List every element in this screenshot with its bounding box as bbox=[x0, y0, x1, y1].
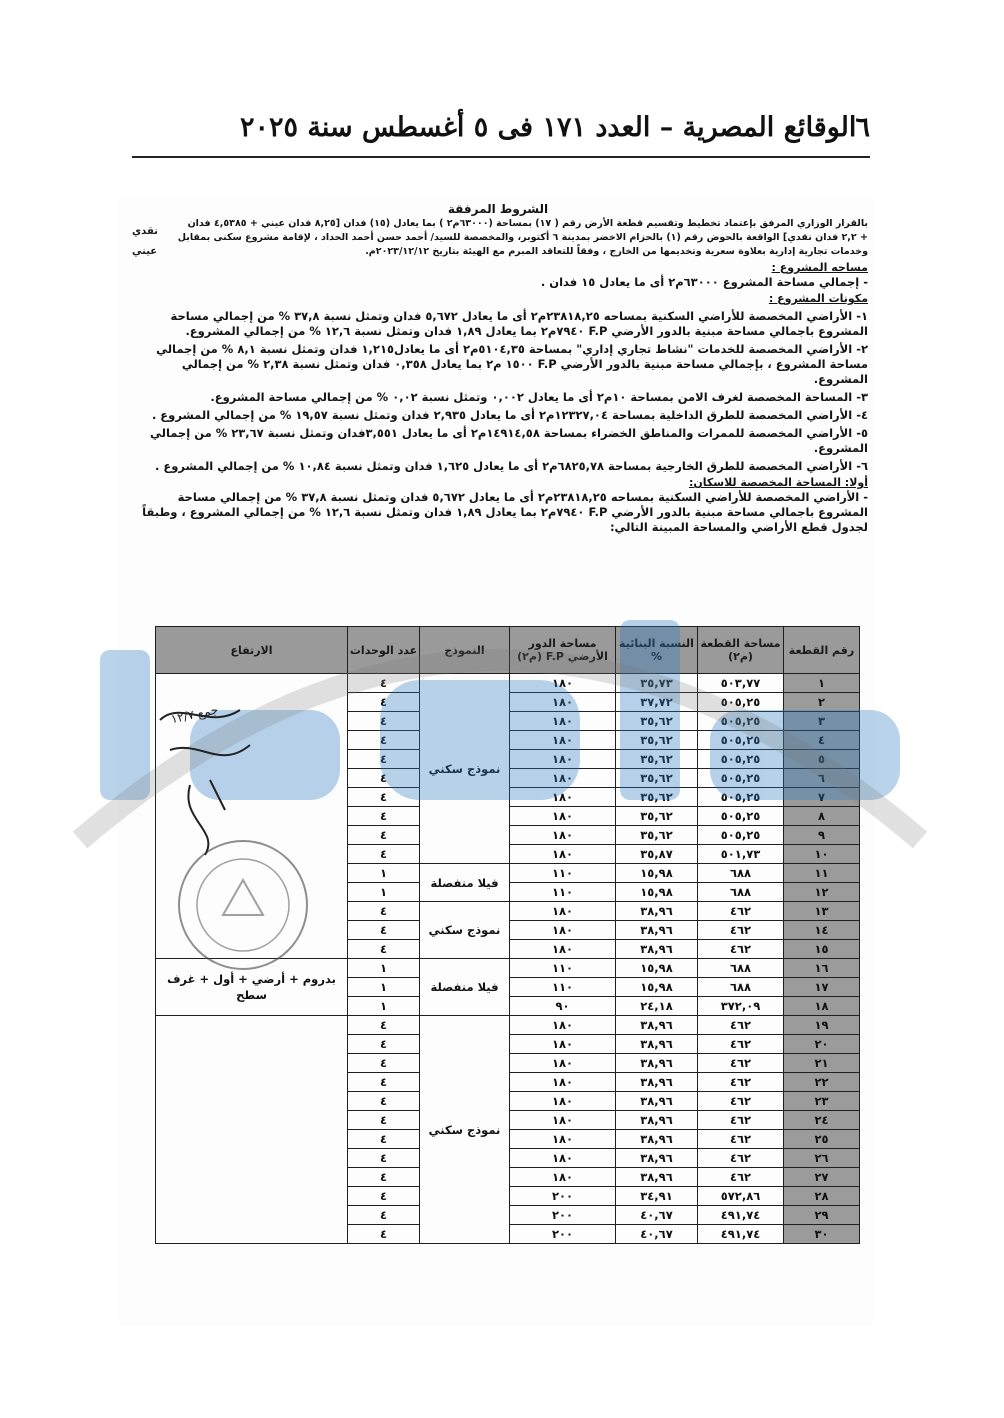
component-item bbox=[128, 342, 868, 387]
plot-area-cell: ٥٠٥,٢٥ bbox=[698, 769, 784, 788]
units-cell: ٤ bbox=[348, 674, 420, 693]
table-row bbox=[156, 1016, 860, 1035]
plot-area-cell: ٣٧٢,٠٩ bbox=[698, 997, 784, 1016]
plot-area-cell: ٤٦٢ bbox=[698, 1149, 784, 1168]
units-cell: ١ bbox=[348, 997, 420, 1016]
intro-line: وخدمات تجارية إدارية بعلاوة سعرية وتخديمها من الخارج ، وفقاً للتعاقد المبرم مع الهيئة بتاريخ ٢٠٢٣/١٢/١٢م. bbox=[365, 246, 868, 257]
units-cell: ٤ bbox=[348, 1206, 420, 1225]
component-item bbox=[128, 309, 868, 339]
building-ratio-cell: ٢٤,١٨ bbox=[616, 997, 698, 1016]
housing-text: - الأراضي المخصصة للأراضي السكنية بمساحه ٢٣٨١٨,٢٥م٢ أى ما يعادل ٥,٦٧٢ فدان وتمثل نسبة ٣٧,٨ % من إجمالي مساحة المشروع باجمالي مساحة مبنية بالدور الأرضي F.P ٧٩٤٠م٢ بما يعادل ١,٨٩ فدان وتمثل نسبة ١٢,٦ % من إجمالي المشروع ، وطبقاً لجدول قطع الأراضي والمساحة المبينة التالي: bbox=[142, 490, 868, 534]
ground-floor-area-cell: ١٨٠ bbox=[510, 788, 616, 807]
col-plot-number: رقم القطعة bbox=[784, 627, 860, 674]
component-number: ٣- bbox=[856, 390, 868, 404]
plot-area-cell: ٥٠٥,٢٥ bbox=[698, 750, 784, 769]
plot-number-cell: ١٥ bbox=[784, 940, 860, 959]
height-cell bbox=[156, 674, 348, 959]
building-ratio-cell: ٣٥,٨٧ bbox=[616, 845, 698, 864]
component-number: ٤- bbox=[856, 408, 868, 422]
handwritten-note: جمع ١٢/٧ bbox=[169, 702, 220, 727]
units-cell: ١ bbox=[348, 864, 420, 883]
plot-area-cell: ٤٦٢ bbox=[698, 902, 784, 921]
ground-floor-area-cell: ١١٠ bbox=[510, 883, 616, 902]
plot-number-cell: ١٦ bbox=[784, 959, 860, 978]
plots-table bbox=[155, 626, 860, 1244]
building-ratio-cell: ٣٨,٩٦ bbox=[616, 1168, 698, 1187]
ground-floor-area-cell: ١٨٠ bbox=[510, 845, 616, 864]
plot-area-cell: ٦٨٨ bbox=[698, 978, 784, 997]
building-ratio-cell: ٤٠,٦٧ bbox=[616, 1206, 698, 1225]
ground-floor-area-cell: ١٨٠ bbox=[510, 769, 616, 788]
building-ratio-cell: ٤٠,٦٧ bbox=[616, 1225, 698, 1244]
units-cell: ٤ bbox=[348, 1092, 420, 1111]
component-item bbox=[128, 459, 868, 474]
building-ratio-cell: ٣٥,٧٣ bbox=[616, 674, 698, 693]
plot-number-cell: ٧ bbox=[784, 788, 860, 807]
col-building-ratio: النسبة البنائية % bbox=[616, 627, 698, 674]
ground-floor-area-cell: ١٨٠ bbox=[510, 940, 616, 959]
units-cell: ٤ bbox=[348, 1035, 420, 1054]
building-ratio-cell: ٣٨,٩٦ bbox=[616, 1054, 698, 1073]
table-row bbox=[156, 674, 860, 693]
attachment-title: الشروط المرفقة bbox=[447, 202, 549, 216]
units-cell: ٤ bbox=[348, 1149, 420, 1168]
plot-area-cell: ٥٧٢,٨٦ bbox=[698, 1187, 784, 1206]
building-ratio-cell: ٣٨,٩٦ bbox=[616, 921, 698, 940]
plot-number-cell: ٢٥ bbox=[784, 1130, 860, 1149]
model-cell: نموذج سكني bbox=[420, 674, 510, 864]
ground-floor-area-cell: ٢٠٠ bbox=[510, 1206, 616, 1225]
building-ratio-cell: ٣٨,٩٦ bbox=[616, 1035, 698, 1054]
ground-floor-area-cell: ١٨٠ bbox=[510, 1130, 616, 1149]
building-ratio-cell: ٣٥,٦٢ bbox=[616, 712, 698, 731]
plot-number-cell: ٢٢ bbox=[784, 1073, 860, 1092]
units-cell: ٤ bbox=[348, 1054, 420, 1073]
components-heading: مكونات المشروع : bbox=[768, 292, 868, 305]
plot-number-cell: ١ bbox=[784, 674, 860, 693]
building-ratio-cell: ٣٥,٦٢ bbox=[616, 807, 698, 826]
model-cell: فيلا منفصلة bbox=[420, 864, 510, 902]
units-cell: ٤ bbox=[348, 1016, 420, 1035]
col-plot-area: مساحة القطعة (م٢) bbox=[698, 627, 784, 674]
component-item bbox=[128, 408, 868, 423]
plot-area-cell: ٥٠٥,٢٥ bbox=[698, 807, 784, 826]
model-cell: نموذج سكني bbox=[420, 902, 510, 959]
units-cell: ٤ bbox=[348, 750, 420, 769]
building-ratio-cell: ٣٨,٩٦ bbox=[616, 1016, 698, 1035]
building-ratio-cell: ٣٨,٩٦ bbox=[616, 902, 698, 921]
plot-number-cell: ١٤ bbox=[784, 921, 860, 940]
ground-floor-area-cell: ١١٠ bbox=[510, 959, 616, 978]
col-units: عدد الوحدات bbox=[348, 627, 420, 674]
col-ground-floor-area: مساحة الدور الأرضي F.P (م٢) bbox=[510, 627, 616, 674]
units-cell: ٤ bbox=[348, 769, 420, 788]
building-ratio-cell: ١٥,٩٨ bbox=[616, 864, 698, 883]
ground-floor-area-cell: ١٨٠ bbox=[510, 750, 616, 769]
building-ratio-cell: ٣٥,٦٢ bbox=[616, 731, 698, 750]
units-cell: ٤ bbox=[348, 1168, 420, 1187]
ground-floor-area-cell: ٢٠٠ bbox=[510, 1225, 616, 1244]
plot-number-cell: ١٠ bbox=[784, 845, 860, 864]
plot-area-cell: ٤٦٢ bbox=[698, 1035, 784, 1054]
units-cell: ٤ bbox=[348, 1073, 420, 1092]
building-ratio-cell: ٣٨,٩٦ bbox=[616, 1130, 698, 1149]
units-cell: ٤ bbox=[348, 845, 420, 864]
plot-area-cell: ٤٦٢ bbox=[698, 1073, 784, 1092]
building-ratio-cell: ٣٤,٩١ bbox=[616, 1187, 698, 1206]
building-ratio-cell: ١٥,٩٨ bbox=[616, 978, 698, 997]
plot-area-cell: ٤٦٢ bbox=[698, 1168, 784, 1187]
table-row bbox=[156, 959, 860, 978]
intro-line: بالقرار الوزاري المرفق بإعتماد تخطيط وتقسيم قطعة الأرض رقم ( ١٧) بمساحة (٦٣٠٠٠م٢ ) بما يعادل (١٥) فدان [٨,٢٥ فدان عيني + ٤,٥٣٨٥ فدان bbox=[187, 218, 868, 229]
plot-number-cell: ٢ bbox=[784, 693, 860, 712]
plot-area-cell: ٥٠٥,٢٥ bbox=[698, 788, 784, 807]
ground-floor-area-cell: ١٨٠ bbox=[510, 1092, 616, 1111]
plot-number-cell: ٣ bbox=[784, 712, 860, 731]
building-ratio-cell: ١٥,٩٨ bbox=[616, 959, 698, 978]
area-line: - إجمالي مساحة المشروع ٦٣٠٠٠م٢ أى ما يعادل ١٥ فدان . bbox=[540, 275, 868, 289]
plot-number-cell: ١٨ bbox=[784, 997, 860, 1016]
component-number: ٥- bbox=[856, 426, 868, 440]
units-cell: ٤ bbox=[348, 940, 420, 959]
component-text: الأراضي المخصصة للممرات والمناطق الخضراء بمساحة ١٤٩١٤,٥٨م٢ أى ما يعادل ٣,٥٥١فدان وتمثل نسبة ٢٣,٦٧ % من إجمالي المشروع. bbox=[150, 426, 868, 455]
building-ratio-cell: ٣٨,٩٦ bbox=[616, 1073, 698, 1092]
ground-floor-area-cell: ١١٠ bbox=[510, 978, 616, 997]
plot-number-cell: ١٧ bbox=[784, 978, 860, 997]
housing-heading: أولا: المساحة المخصصة للاسكان: bbox=[688, 476, 868, 489]
component-text: المساحة المخصصة لغرف الامن بمساحة ١٠م٢ أى ما يعادل ٠,٠٠٢ وتمثل نسبة ٠,٠٢ % من إجمالي مساحة المشروع. bbox=[210, 390, 853, 404]
ground-floor-area-cell: ٢٠٠ bbox=[510, 1187, 616, 1206]
plot-area-cell: ٤٦٢ bbox=[698, 921, 784, 940]
component-text: الأراضي المخصصة للطرق الخارجية بمساحة ٦٨٢٥,٧٨م٢ أى ما يعادل ١,٦٢٥ فدان وتمثل نسبة ١٠,٨٤ % من إجمالي المشروع . bbox=[155, 459, 853, 473]
plot-area-cell: ٤٦٢ bbox=[698, 1111, 784, 1130]
height-cell: بدروم + أرضي + أول + غرف سطح bbox=[156, 959, 348, 1016]
component-number: ١- bbox=[856, 309, 868, 323]
component-item bbox=[128, 426, 868, 456]
side-note-cash: نقدي bbox=[132, 226, 158, 237]
plot-number-cell: ٢١ bbox=[784, 1054, 860, 1073]
building-ratio-cell: ٣٨,٩٦ bbox=[616, 940, 698, 959]
units-cell: ٤ bbox=[348, 1111, 420, 1130]
gazette-title: الوقائع المصرية – العدد ١٧١ فى ٥ أغسطس سنة ٢٠٢٥ bbox=[240, 112, 857, 143]
plot-number-cell: ٨ bbox=[784, 807, 860, 826]
building-ratio-cell: ٣٥,٦٢ bbox=[616, 769, 698, 788]
plot-area-cell: ٥٠٥,٢٥ bbox=[698, 826, 784, 845]
plot-area-cell: ٥٠١,٧٣ bbox=[698, 845, 784, 864]
units-cell: ٤ bbox=[348, 826, 420, 845]
ground-floor-area-cell: ١٨٠ bbox=[510, 807, 616, 826]
plot-number-cell: ٦ bbox=[784, 769, 860, 788]
ground-floor-area-cell: ٩٠ bbox=[510, 997, 616, 1016]
units-cell: ٤ bbox=[348, 921, 420, 940]
intro-line: + ٢,٢ فدان نقدي] الواقعة بالحوض رقم (١) بالحزام الاخضر بمدينة ٦ أكتوبر، والمخصصة للسيد/ أحمد حسن أحمد الحداد ، لإقامة مشروع سكنى بمقابل bbox=[177, 232, 868, 243]
units-cell: ٤ bbox=[348, 1225, 420, 1244]
units-cell: ١ bbox=[348, 978, 420, 997]
building-ratio-cell: ٣٨,٩٦ bbox=[616, 1149, 698, 1168]
plot-number-cell: ٢٩ bbox=[784, 1206, 860, 1225]
ground-floor-area-cell: ١٨٠ bbox=[510, 1016, 616, 1035]
plot-area-cell: ٦٨٨ bbox=[698, 883, 784, 902]
units-cell: ٤ bbox=[348, 1130, 420, 1149]
building-ratio-cell: ١٥,٩٨ bbox=[616, 883, 698, 902]
plot-number-cell: ٢٣ bbox=[784, 1092, 860, 1111]
units-cell: ١ bbox=[348, 883, 420, 902]
page-number: ٦ bbox=[855, 112, 870, 143]
plot-number-cell: ٩ bbox=[784, 826, 860, 845]
ground-floor-area-cell: ١٨٠ bbox=[510, 902, 616, 921]
units-cell: ١ bbox=[348, 959, 420, 978]
ground-floor-area-cell: ١٨٠ bbox=[510, 1073, 616, 1092]
model-cell: فيلا منفصلة bbox=[420, 959, 510, 1016]
ground-floor-area-cell: ١٨٠ bbox=[510, 1149, 616, 1168]
plot-number-cell: ١٢ bbox=[784, 883, 860, 902]
building-ratio-cell: ٣٥,٦٢ bbox=[616, 788, 698, 807]
ground-floor-area-cell: ١٨٠ bbox=[510, 1168, 616, 1187]
plot-area-cell: ٥٠٣,٧٧ bbox=[698, 674, 784, 693]
units-cell: ٤ bbox=[348, 693, 420, 712]
ground-floor-area-cell: ١٨٠ bbox=[510, 693, 616, 712]
units-cell: ٤ bbox=[348, 731, 420, 750]
plot-area-cell: ٤٦٢ bbox=[698, 1130, 784, 1149]
plot-number-cell: ١٩ bbox=[784, 1016, 860, 1035]
plot-number-cell: ٢٧ bbox=[784, 1168, 860, 1187]
plot-number-cell: ٢٤ bbox=[784, 1111, 860, 1130]
table-header-row bbox=[156, 627, 860, 674]
plot-area-cell: ٥٠٥,٢٥ bbox=[698, 731, 784, 750]
units-cell: ٤ bbox=[348, 807, 420, 826]
ground-floor-area-cell: ١٨٠ bbox=[510, 712, 616, 731]
plot-area-cell: ٦٨٨ bbox=[698, 864, 784, 883]
component-number: ٢- bbox=[856, 342, 868, 356]
height-cell bbox=[156, 1016, 348, 1244]
area-heading: مساحه المشروع : bbox=[771, 261, 868, 274]
ground-floor-area-cell: ١٨٠ bbox=[510, 1054, 616, 1073]
plot-area-cell: ٤٩١,٧٤ bbox=[698, 1206, 784, 1225]
building-ratio-cell: ٣٨,٩٦ bbox=[616, 1092, 698, 1111]
component-text: الأراضي المخصصة للخدمات "نشاط تجاري إداري" بمساحة ٥١٠٤,٣٥م٢ أى ما يعادل١,٢١٥ فدان وتمثل نسبة ٨,١ % من إجمالي مساحة المشروع ، بإجمالي مساحة مبنية بالدور الأرضي F.P ١٥٠٠ م٢ بما يعادل ٠,٣٥٨ فدان وتمثل نسبة ٢,٣٨ % من إجمالي المشروع. bbox=[156, 342, 868, 386]
building-ratio-cell: ٣٨,٩٦ bbox=[616, 1111, 698, 1130]
ground-floor-area-cell: ١٨٠ bbox=[510, 674, 616, 693]
ground-floor-area-cell: ١٨٠ bbox=[510, 826, 616, 845]
plot-area-cell: ٤٩١,٧٤ bbox=[698, 1225, 784, 1244]
plot-number-cell: ٤ bbox=[784, 731, 860, 750]
ground-floor-area-cell: ١٨٠ bbox=[510, 921, 616, 940]
plot-area-cell: ٤٦٢ bbox=[698, 940, 784, 959]
building-ratio-cell: ٣٥,٦٢ bbox=[616, 826, 698, 845]
building-ratio-cell: ٣٧,٧٢ bbox=[616, 693, 698, 712]
ground-floor-area-cell: ١٨٠ bbox=[510, 731, 616, 750]
page-header bbox=[130, 112, 870, 152]
attachment-text bbox=[128, 202, 868, 535]
plot-area-cell: ٥٠٥,٢٥ bbox=[698, 693, 784, 712]
units-cell: ٤ bbox=[348, 712, 420, 731]
plot-area-cell: ٥٠٥,٢٥ bbox=[698, 712, 784, 731]
plot-area-cell: ٤٦٢ bbox=[698, 1054, 784, 1073]
ground-floor-area-cell: ١١٠ bbox=[510, 864, 616, 883]
table-body bbox=[156, 674, 860, 1244]
plot-number-cell: ٥ bbox=[784, 750, 860, 769]
building-ratio-cell: ٣٥,٦٢ bbox=[616, 750, 698, 769]
ground-floor-area-cell: ١٨٠ bbox=[510, 1111, 616, 1130]
plot-area-cell: ٤٦٢ bbox=[698, 1092, 784, 1111]
ground-floor-area-cell: ١٨٠ bbox=[510, 1035, 616, 1054]
plot-number-cell: ٣٠ bbox=[784, 1225, 860, 1244]
component-number: ٦- bbox=[856, 459, 868, 473]
side-note-inkind: عيني bbox=[132, 246, 158, 257]
component-text: الأراضي المخصصة للأراضي السكنية بمساحه ٢٣٨١٨,٢٥م٢ أى ما يعادل ٥,٦٧٢ فدان وتمثل نسبة ٣٧,٨ % من إجمالي مساحة المشروع باجمالي مساحة مبنية بالدور الأرضي F.P ٧٩٤٠م٢ بما يعادل ١,٨٩ فدان وتمثل نسبة ١٢,٦ % من إجمالي المشروع. bbox=[170, 309, 868, 338]
plot-area-cell: ٦٨٨ bbox=[698, 959, 784, 978]
header-rule bbox=[132, 156, 870, 158]
col-model: النموذج bbox=[420, 627, 510, 674]
model-cell: نموذج سكني bbox=[420, 1016, 510, 1244]
component-text: الأراضي المخصصة للطرق الداخلية بمساحة ١٢٣٢٧,٠٤م٢ أى ما يعادل ٢,٩٣٥ فدان وتمثل نسبة ١٩,٥٧ % من إجمالي المشروع . bbox=[151, 408, 853, 422]
component-item bbox=[128, 390, 868, 405]
units-cell: ٤ bbox=[348, 1187, 420, 1206]
plot-number-cell: ٢٦ bbox=[784, 1149, 860, 1168]
units-cell: ٤ bbox=[348, 902, 420, 921]
units-cell: ٤ bbox=[348, 788, 420, 807]
plot-number-cell: ٢٨ bbox=[784, 1187, 860, 1206]
col-height: الارتفاع bbox=[156, 627, 348, 674]
plot-number-cell: ١٣ bbox=[784, 902, 860, 921]
plot-number-cell: ١١ bbox=[784, 864, 860, 883]
plot-number-cell: ٢٠ bbox=[784, 1035, 860, 1054]
plot-area-cell: ٤٦٢ bbox=[698, 1016, 784, 1035]
